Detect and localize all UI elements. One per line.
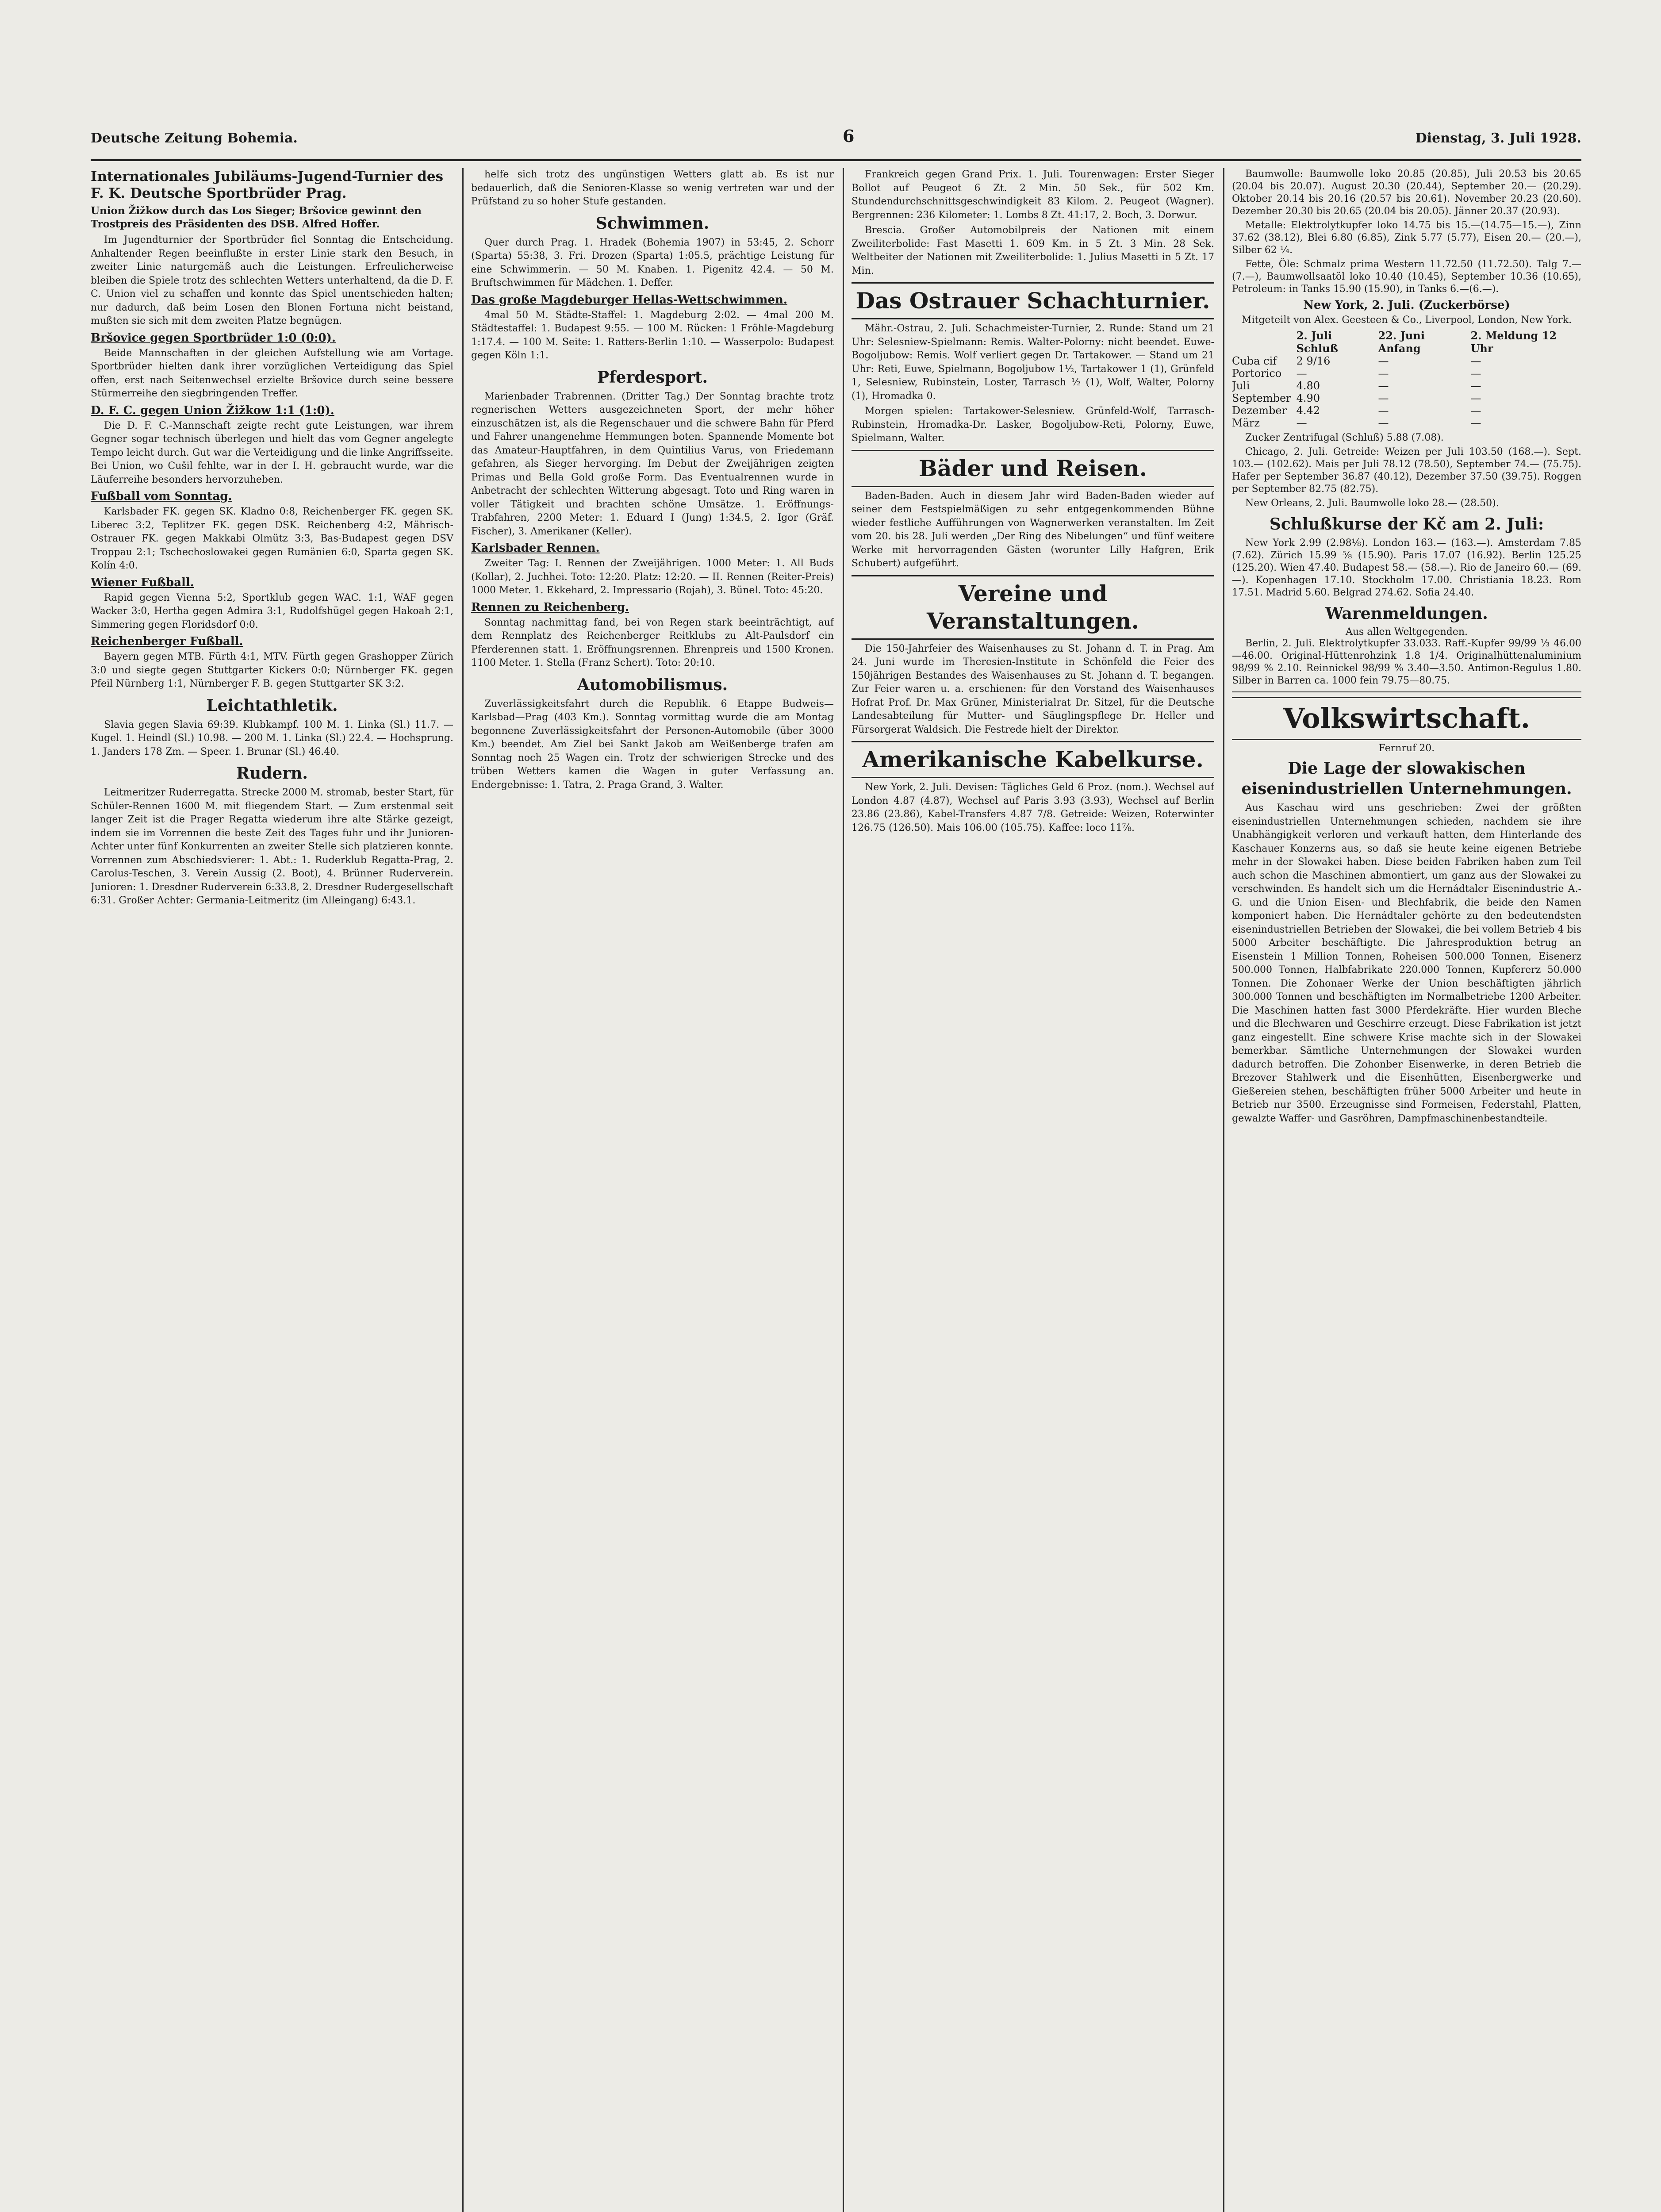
section-note: Aus allen Weltgegenden. (1345, 626, 1468, 637)
table-cell: — (1378, 417, 1389, 429)
column-2 (471, 168, 834, 2212)
article-paragraph: Leitmeritzer Ruderregatta. Strecke 2000 M. stromab, bester Start, für Schüler-Rennen 1600 M. mit fliegendem Start. — Zum erstenmal seit langer Zeit ist die Prager Regatta wiederum ihre alte Stärke gezeigt, indem sie im Vorrennen die beste Zeit des Tages fuhr und ihr Junioren-Achter unter fünf Konkurrenten an zweiter Stelle sich platzieren konnte. Vorrennen zum Abschiedsvierer: 1. Abt.: 1. Ruderklub Regatta-Prag, 2. Carolus-Teschen, 3. Verein Aussig (2. Boot), 4. Brünner Ruderverein. Junioren: 1. Dresdner Ruderverein 6:33.8, 2. Dresdner Rudergesellschaft 6:31. Großer Achter: Germania-Leitmeritz (im Alleingang) 6:43.1. (91, 787, 453, 906)
table-cell: 4.42 (1296, 404, 1320, 417)
article-paragraph: Rapid gegen Vienna 5:2, Sportklub gegen WAC. 1:1, WAF gegen Wacker 3:0, Hertha gegen Admira 3:1, Rudolfshügel gegen Hakoah 2:1, Simmering gegen Floridsdorf 0:0. (91, 592, 453, 630)
table-cell: Juli (1232, 380, 1250, 392)
market-note: Mitgeteilt von Alex. Geesteen & Co., Liverpool, London, New York. (1241, 315, 1572, 326)
article-paragraph: Die 150-Jahrfeier des Waisenhauses zu St. Johann d. T. in Prag. Am 24. Juni wurde im Theresien-Institute in Schönfeld die Feier des 150jährigen Bestandes des Waisenhauses zu St. Johann d. T. begangen. Zur Feier waren u. a. erschienen: für den Vorstand des Waisenhauses Hofrat Prof. Dr. Max Grüner, Ministerialrat Dr. Sitzel, für die Deutsche Landesabteilung für Mutter- und Säuglingspflege Dr. Heller und Fürsorgerat Waldsich. Die Festrede hielt der Direktor. (852, 643, 1214, 735)
table-cell: — (1296, 417, 1307, 429)
table-cell: — (1378, 392, 1389, 404)
article-paragraph: Morgen spielen: Tartakower-Selesniew. Grünfeld-Wolf, Tarrasch-Rubinstein, Hromadka-Dr. Lasker, Bogoljubow-Reti, Polorny, Euwe, Spielmann, Walter. (852, 406, 1214, 444)
section-title-schwimmen: Schwimmen. (595, 214, 710, 233)
section-separator (1232, 691, 1581, 692)
article-paragraph: Baden-Baden. Auch in diesem Jahr wird Baden-Baden wieder auf seiner dem Festspielmäßigen zu sehr entgegenkommenden Bühne wieder festliche Aufführungen von Wagnerwerken veranstalten. Im Zeit vom 20. bis 28. Juli werden „Der Ring des Nibelungen“ und fünf weitere Werke mit hervorragenden Gästen (worunter Lilly Hafgren, Erik Schubert) aufgeführt. (852, 490, 1214, 569)
table-cell: — (1296, 367, 1307, 380)
article-paragraph: Slavia gegen Slavia 69:39. Klubkampf. 100 M. 1. Linka (Sl.) 11.7. — Kugel. 1. Heindl (Sl.) 10.98. — 200 M. 1. Linka (Sl.) 22.4. — Hochsprung. 1. Janders 178 Zm. — Speer. 1. Brunar (Sl.) 46.40. (91, 719, 453, 757)
article-paragraph: Zuverlässigkeitsfahrt durch die Republik. 6 Etappe Budweis—Karlsbad—Prag (403 Km.). Sonntag vormittag wurde die am Montag begonnene Zuverlässigkeitsfahrt der Personen-Automobile (über 3000 Km.) beendet. Am Ziel bei Sankt Jakob am Weißenberge trafen am Sonntag noch 25 Wagen ein. Trotz der schwierigen Strecke und des trüben Wetters kamen die Wagen in guter Verfassung an. Endergebnisse: 1. Tatra, 2. Praga Grand, 3. Walter. (471, 698, 834, 791)
table-header-cell (1232, 329, 1297, 355)
article-paragraph: Beide Mannschaften in der gleichen Aufstellung wie am Vortage. Sportbrüder hielten dank ihrer vorzüglichen Verteidigung das Spiel offen, erst nach Seitenwechsel erzielte Bršovice durch seine bessere Stürmerreihe den siegbringenden Treffer. (91, 347, 453, 399)
article-paragraph: New York, 2. Juli. Devisen: Tägliches Geld 6 Proz. (nom.). Wechsel auf London 4.87 (4.87), Wechsel auf Paris 3.93 (3.93), Wechsel auf Berlin 23.86 (23.86), Kabel-Transfers 4.87 7/8. Getreide: Weizen, Roterwinter 126.75 (126.50). Mais 106.00 (105.75). Kaffee: loco 11⅞. (852, 782, 1214, 833)
market-paragraph: Berlin, 2. Juli. Elektrolytkupfer 33.033. Raff.-Kupfer 99/99 ⅓ 46.00—46.00. Original-Hüttenrohzink 1.8 1/4. Originalhüttenaluminium 98/99 % 2.10. Reinnickel 98/99 % 3.40—3.50. Antimon-Regulus 1.80. Silber in Barren ca. 1000 fein 79.75—80.75. (1232, 638, 1581, 686)
section-title-volkswirtschaft: Volkswirtschaft. (1232, 697, 1581, 740)
table-header-row (1232, 329, 1581, 355)
table-row (1232, 417, 1581, 429)
headline-intro: Union Žižkow durch das Los Sieger; Bršovice gewinnt den Trostpreis des Präsidenten des DSB. Alfred Hoffer. (91, 205, 422, 230)
newspaper-title: Deutsche Zeitung Bohemia. (91, 131, 298, 146)
article-paragraph: helfe sich trotz des ungünstigen Wetters glatt ab. Es ist nur bedauerlich, daß die Senioren-Klasse so wenig vertreten war und der Prüfstand zu so hoher Stufe gestanden. (471, 169, 834, 207)
section-title-schlusskurse: Schlußkurse der Kč am 2. Juli: (1269, 515, 1544, 534)
column-4 (1232, 168, 1581, 2212)
section-subtitle: Karlsbader Rennen. (471, 541, 600, 555)
article-paragraph: Bayern gegen MTB. Fürth 4:1, MTV. Fürth gegen Grashopper Zürich 3:0 und siegte gegen Stuttgarter Kickers 0:0; Nürnberger FK. gegen Pfeil Nürnberg 1:1, Nürnberger F. B. gegen Stuttgarter SK 3:2. (91, 651, 453, 689)
sugar-price-table (1232, 329, 1581, 429)
table-header-cell: 2. Meldung 12 Uhr (1470, 329, 1557, 355)
table-cell: Dezember (1232, 404, 1287, 417)
table-row (1232, 404, 1581, 417)
article-paragraph: Die D. F. C.-Mannschaft zeigte recht gute Leistungen, war ihrem Gegner sogar technisch überlegen und hielt das vom Gegner angelegte Tempo leicht durch. Gut war die Verteidigung und die linke Angriffsseite. Bei Union, wo Cušil fehlte, war in der I. H. gebraucht wurde, war die Läuferreihe besonders hervorzuheben. (91, 420, 453, 485)
table-cell: — (1378, 404, 1389, 417)
table-cell: — (1378, 380, 1389, 392)
article-paragraph: Aus Kaschau wird uns geschrieben: Zwei der größten eisenindustriellen Unternehmungen schieden, nachdem sie ihre Unabhängigkeit verloren und verkauft hatten, dem Hinterlande des Kaschauer Konzerns aus, so daß sie heute keine eigenen Betriebe mehr in der Slowakei haben. Diese beiden Fabriken haben zum Teil auch schon die Maschinen abmontiert, um ganz aus der Slowakei zu verschwinden. Es handelt sich um die Hernádtaler Eisenindustrie A.-G. und die Union Eisen- und Blechfabrik, die beide den Namen komponiert haben. Die Hernádtaler gehörte zu den bedeutendsten eisenindustriellen Betrieben der Slowakei, die bei vollem Betrieb 4 bis 5000 Arbeiter beschäftigte. Die Jahresproduktion betrug an Eisenstein 1 Million Tonnen, Roheisen 500.000 Tonnen, Eisenerz 500.000 Tonnen, Halbfabrikate 220.000 Tonnen, Kupfererz 50.000 Tonnen. Die Zohonaer Werke der Union beschäftigten jährlich 300.000 Tonnen und beschäftigten im Normalbetriebe 1200 Arbeiter. Die Maschinen hatten fast 3000 Pferdekräfte. Hier wurden Bleche und die Blechwaren und Geschirre erzeugt. Diese Fabrikation ist jetzt ganz eingestellt. Eine schwere Krise machte sich in der Slowakei bemerkbar. Sämtliche Unternehmungen der Slowakei wurden dadurch betroffen. Die Zohonber Eisenwerke, in deren Betrieb die Brezover Stahlwerk und die Eisenhütten, Eisenbergwerke und Gießereien stehen, beschäftigten früher 5000 Arbeiter und heute in Betrieb nur 3500. Erzeugnisse sind Formeisen, Federstahl, Platten, gewalzte Waffer- und Gasröhren, Dampfmaschinenbestandteile. (1232, 803, 1581, 1124)
article-paragraph: Brescia. Großer Automobilpreis der Nationen mit einem Zweiliterbolide: Fast Masetti 1. 609 Km. in 5 Zt. 3 Min. 28 Sek. Weltbeiter der Nationen mit Zweiliterbolide: 1. Julius Masetti in 5 Zt. 17 Min. (852, 225, 1214, 276)
section-subtitle: Das große Magdeburger Hellas-Wettschwimmen. (471, 293, 787, 307)
table-cell: September (1232, 392, 1291, 404)
market-paragraph: Baumwolle: Baumwolle loko 20.85 (20.85), Juli 20.53 bis 20.65 (20.04 bis 20.07). August 20.30 (20.44), September 20.— (20.29). Oktober 20.14 bis 20.16 (20.57 bis 20.61). November 20.23 (20.60). Dezember 20.30 bis 20.65 (20.04 bis 20.05). Jänner 20.37 (20.93). (1232, 169, 1581, 217)
article-paragraph: Marienbader Trabrennen. (Dritter Tag.) Der Sonntag brachte trotz regnerischen Wetters ausgezeichneten Sport, der mehr höher einzuschätzen ist, als die Regenschauer und die schwere Bahn für Pferd und Fahrer unangenehme Hemmungen boten. Spannende Momente bot das Amateur-Hauptfahren, in dem Quintilius Varus, von Friedemann gefahren, als Sieger hervorging. Im Debut der Zweijährigen zeigten Primas und Bella Gold große Form. Das Eventualrennen wurde in Anbetracht der schlechten Witterung abgesagt. Toto und Ring waren in voller Tätigkeit und brachten schöne Umsätze. 1. Eröffnungs-Trabfahren, 2200 Meter: 1. Eduard I (Jung) 1:34.5, 2. Igor (Gräf. Fischer), 3. Amerikaner (Keller). (471, 391, 834, 537)
table-cell: März (1232, 417, 1260, 429)
column-3 (852, 168, 1214, 2212)
table-header-cell: 22. Juni Anfang (1378, 329, 1425, 355)
section-title-automobilismus: Automobilismus. (577, 675, 728, 694)
issue-date: Dienstag, 3. Juli 1928. (1415, 131, 1581, 146)
table-cell: — (1470, 417, 1481, 429)
table-cell: — (1470, 355, 1481, 367)
market-paragraph: New York 2.99 (2.98⅛). London 163.— (163.—). Amsterdam 7.85 (7.62). Zürich 15.99 ⅝ (15.90). Paris 17.07 (16.92). Berlin 125.25 (125.20). Wien 47.40. Budapest 58.— (58.—). Rio de Janeiro 60.— (69.—). Kopenhagen 17.10. Stockholm 17.00. Christiania 18.23. Rom 17.51. Madrid 5.60. Belgrad 274.62. Sofia 24.40. (1232, 538, 1581, 598)
article-headline: Die Lage der slowakischen eisenindustriellen Unternehmungen. (1241, 759, 1572, 798)
table-body (1232, 355, 1581, 429)
column-divider (843, 168, 844, 2212)
article-paragraph: Zweiter Tag: I. Rennen der Zweijährigen. 1000 Meter: 1. All Buds (Kollar), 2. Juchhei. Toto: 12:20. Platz: 12:20. — II. Rennen (Reiter-Preis) 1000 Meter. 1. Ekkehard, 2. Impressario (Rojah), 3. Bünel. Toto: 45:20. (471, 558, 834, 596)
article-paragraph: 4mal 50 M. Städte-Staffel: 1. Magdeburg 2:02. — 4mal 200 M. Städtestaffel: 1. Budapest 9:55. — 100 M. Rücken: 1 Fröhle-Magdeburg 1:17.4. — 100 M. Seite: 1. Ratters-Berlin 1:10. — Wasserpolo: Budapest gegen Köln 1:1. (471, 309, 834, 361)
table-cell: — (1378, 367, 1389, 380)
section-title-schachturnier: Das Ostrauer Schachturnier. (852, 282, 1214, 319)
article-paragraph: Quer durch Prag. 1. Hradek (Bohemia 1907) in 53:45, 2. Schorr (Sparta) 55:38, 3. Fri. Drozen (Sparta) 1:05.5, prächtige Leistung für eine Schwimmerin. — 50 M. Knaben. 1. Pigenitz 42.4. — 50 M. Bruftschwimmen für Mädchen. 1. Deffer. (471, 237, 834, 288)
market-paragraph: Zucker Zentrifugal (Schluß) 5.88 (7.08). (1245, 432, 1444, 443)
table-cell: Cuba cif (1232, 355, 1277, 367)
header-rule (91, 159, 1581, 161)
section-subtitle: Rennen zu Reichenberg. (471, 600, 629, 614)
table-cell: 2 9/16 (1296, 355, 1331, 367)
match-title: D. F. C. gegen Union Žižkow 1:1 (1:0). (91, 403, 334, 417)
table-cell: — (1470, 380, 1481, 392)
market-paragraph: Chicago, 2. Juli. Getreide: Weizen per Juli 103.50 (168.—). Sept. 103.— (102.62). Mais per Juli 78.12 (78.50), September 74.— (75.75). Hafer per September 36.87 (40.12), Dezember 37.50 (39.75). Roggen per September 82.75 (82.75). (1232, 446, 1581, 495)
article-paragraph: Im Jugendturnier der Sportbrüder fiel Sonntag die Entscheidung. Anhaltender Regen beeinflußte in erster Linie stark den Besuch, in zweiter Linie naturgemäß auch die Leistungen. Erfreulicherweise bleiben die Spiele trotz des schlechten Wetters unterhaltend, da die D. F. C. Union viel zu schaffen und konnte das Spiel unentschieden halten; nur dadurch, daß beim Losen den Blonen Fortuna nicht beistand, mußten sie sich mit dem zweiten Platze begnügen. (91, 234, 453, 326)
table-header-cell: 2. Juli Schluß (1296, 329, 1338, 355)
headline-jugend-turnier: Internationales Jubiläums-Jugend-Turnier des F. K. Deutsche Sportbrüder Prag. (91, 169, 444, 201)
section-title-warenmeldungen: Warenmeldungen. (1325, 604, 1488, 623)
section-subtitle: Reichenberger Fußball. (91, 635, 243, 648)
column-divider (1223, 168, 1224, 2212)
market-paragraph: Metalle: Elektrolytkupfer loko 14.75 bis 15.—(14.75—15.—), Zinn 37.62 (38.12), Blei 6.80 (6.85), Zink 5.77 (5.77), Eisen 20.— (20.—), Silber 62 ¼. (1232, 220, 1581, 256)
article-paragraph: Sonntag nachmittag fand, bei von Regen stark beeinträchtigt, auf dem Rennplatz des Reichenberger Reitklubs zu Alt-Paulsdorf ein Pferderennen statt. 1. Eröffnungsrennen. Ehrenpreis und 1500 Kronen. 1100 Meter. 1. Stella (Franz Schert). Toto: 20:10. (471, 617, 834, 668)
section-title-kabelkurse: Amerikanische Kabelkurse. (852, 741, 1214, 778)
table-cell: 4.80 (1296, 380, 1320, 392)
column-divider (462, 168, 464, 2212)
page-header (91, 126, 1581, 153)
section-subtitle: Wiener Fußball. (91, 576, 194, 589)
section-title-pferdesport: Pferdesport. (597, 368, 708, 387)
table-cell: — (1470, 367, 1481, 380)
market-paragraph: Fette, Öle: Schmalz prima Western 11.72.50 (11.72.50). Talg 7.— (7.—), Baumwollsaatöl loko 10.40 (10.45), September 10.36 (10.65), Petroleum: in Tanks 15.90 (15.90), in Tanks 6.—(6.—). (1232, 259, 1581, 295)
table-cell: — (1470, 404, 1481, 417)
table-cell: — (1378, 355, 1389, 367)
table-cell: — (1470, 392, 1481, 404)
table-row (1232, 380, 1581, 392)
section-title-baeder: Bäder und Reisen. (852, 450, 1214, 487)
section-subtitle: New York, 2. Juli. (Zuckerbörse) (1303, 299, 1510, 312)
page-number: 6 (843, 126, 855, 146)
section-subtitle: Fußball vom Sonntag. (91, 490, 232, 503)
article-paragraph: Frankreich gegen Grand Prix. 1. Juli. Tourenwagen: Erster Sieger Bollot auf Peugeot 6 Zt. 2 Min. 50 Sek., für 502 Km. Stundendurchschnittsgeschwindigkeit 83 Kilom. 2. Peugeot (Wagner). Bergrennen: 236 Kilometer: 1. Lombs 8 Zt. 41:17, 2. Boch, 3. Dorwur. (852, 169, 1214, 221)
column-1 (91, 168, 453, 2212)
section-title-vereine: Vereine und Veranstaltungen. (852, 575, 1214, 640)
table-row (1232, 355, 1581, 367)
article-paragraph: Mähr.-Ostrau, 2. Juli. Schachmeister-Turnier, 2. Runde: Stand um 21 Uhr: Selesniew-Spielmann: Remis. Walter-Polorny: nicht beendet. Euwe-Bogoljubow: Remis. Wolf verliert gegen Dr. Tartakower. — Stand um 21 Uhr: Reti, Euwe, Spielmann, Bogoljubow 1½, Tartakower 1 (1), Grünfeld 1, Selesniew, Rubinstein, Loster, Tarrasch ½ (1), Wolf, Walter, Polorny (1), Hromadka 0. (852, 323, 1214, 402)
table-cell: 4.90 (1296, 392, 1320, 404)
table-cell: Portorico (1232, 367, 1282, 380)
article-paragraph: Karlsbader FK. gegen SK. Kladno 0:8, Reichenberger FK. gegen SK. Liberec 3:2, Teplitzer FK. gegen DSK. Reichenberg 4:2, Mährisch-Ostrauer FK. gegen Makkabi Olmütz 3:3, Bas-Budapest gegen DSV Troppau 2:1; Tschechoslowakei gegen Rumänien 6:0, Sparta gegen SK. Kolín 4:0. (91, 506, 453, 571)
match-title: Bršovice gegen Sportbrüder 1:0 (0:0). (91, 331, 336, 345)
market-paragraph: New Orleans, 2. Juli. Baumwolle loko 28.— (28.50). (1245, 498, 1499, 509)
section-note: Fernruf 20. (1378, 743, 1435, 754)
table-row (1232, 392, 1581, 404)
section-title-leichtathletik: Leichtathletik. (206, 696, 338, 715)
table-row (1232, 367, 1581, 380)
section-title-rudern: Rudern. (236, 764, 308, 783)
